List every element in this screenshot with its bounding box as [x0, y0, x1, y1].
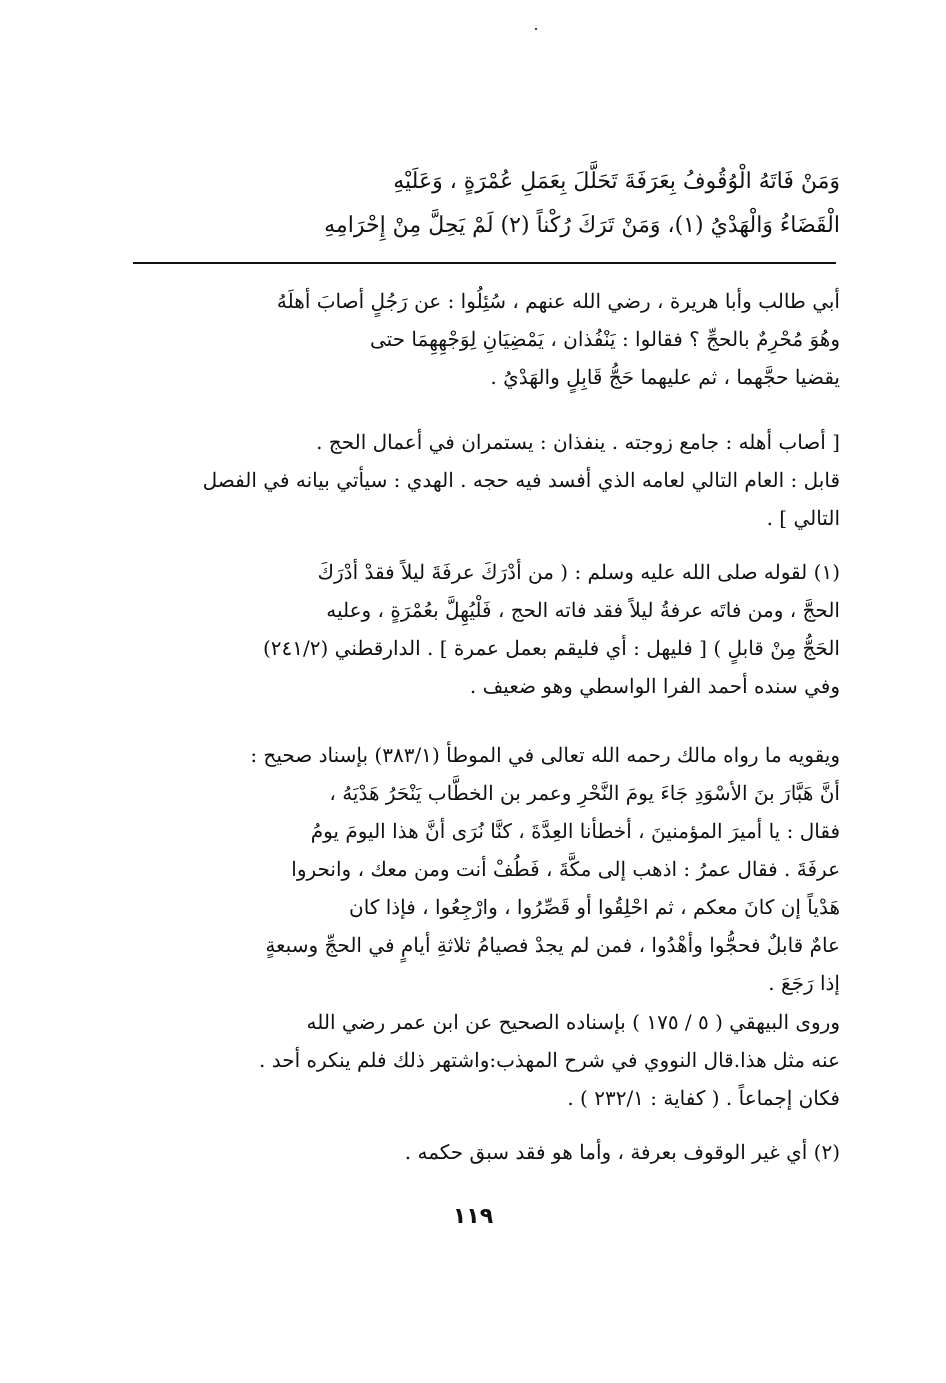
footnote-line: [ أصاب أهله : جامع زوجته . ينفذان : يستمران في أعمال الحج . [316, 430, 840, 454]
footnote-line: أنَّ هَبَّارَ بنَ الأسْوَدِ جَاءَ يومَ النَّحْرِ وعمر بن الخطَّاب يَنْحَرُ هَدْيَهُ ، [329, 781, 840, 805]
footnote-gloss [130, 423, 840, 537]
footnote-line: التالي ] . [766, 506, 840, 530]
footnote-line: هَدْياً إن كانَ معكم ، ثم احْلِقُوا أو قَصِّرُوا ، وارْجِعُوا ، فإذا كان [349, 895, 840, 919]
footnote-line: (١) لقوله صلى الله عليه وسلم : ( من أدْرَكَ عرفَةَ ليلاً فقدْ أدْرَكَ [317, 560, 840, 584]
footnote-line: يقضيا حجَّهما ، ثم عليهما حَجُّ قَابِلٍ والهَدْيُ . [490, 365, 840, 389]
footnote-line: وفي سنده أحمد الفرا الواسطي وهو ضعيف . [469, 674, 840, 698]
main-text-line: وَمَنْ فَاتَهُ الْوُقُوفُ بِعَرَفَةَ تَحَلَّلَ بِعَمَلِ عُمْرَةٍ ، وَعَلَيْهِ [393, 169, 840, 194]
footnote-1 [130, 553, 840, 705]
footnote-line: إذا رَجَعَ . [768, 971, 840, 995]
footnote-line: (٢) أي غير الوقوف بعرفة ، وأما هو فقد سبق حكمه . [404, 1140, 840, 1164]
footnote-line: الحَجُّ مِنْ قابلٍ ) [ فليهل : أي فليقم بعمل عمرة ] . الدارقطني (٢٤١/٢) [262, 636, 840, 660]
scan-speck [535, 28, 537, 30]
footnote-line: فقال : يا أميرَ المؤمنينَ ، أخطأنا العِدَّةَ ، كنَّا نُرَى أنَّ هذا اليومَ يومُ [310, 819, 840, 843]
main-text [130, 160, 840, 248]
footnote-line: وهُوَ مُحْرِمٌ بالحجِّ ؟ فقالوا : يَنْفُذان ، يَمْضِيَانِ لِوَجْهِهِمَا حتى [370, 327, 840, 351]
footnote-2 [130, 1133, 840, 1171]
footnote-line: الحجَّ ، ومن فاتَه عرفةُ ليلاً فقد فاته الحج ، فَلْيُهِلَّ بعُمْرَةٍ ، وعليه [326, 598, 840, 622]
footnote-separator [133, 262, 836, 264]
main-text-line: الْقَضَاءُ وَالْهَدْيُ (١)، وَمَنْ تَرَكَ رُكْناً (٢) لَمْ يَحِلَّ مِنْ إِحْرَامِهِ [324, 213, 840, 238]
footnote-line: فكان إجماعاً . ( كفاية : ٢٣٢/١ ) . [567, 1086, 840, 1110]
footnote-line: عنه مثل هذا.قال النووي في شرح المهذب:واشتهر ذلك فلم ينكره أحد . [259, 1048, 840, 1072]
footnote-line: وروى البيهقي ( ٥ / ١٧٥ ) بإسناده الصحيح عن ابن عمر رضي الله [306, 1010, 840, 1034]
footnote-continuation [130, 282, 840, 396]
footnote-line: عامٌ قابلٌ فحجُّوا وأهْدُوا ، فمن لم يجدْ فصيامُ ثلاثةِ أيامٍ في الحجِّ وسبعةٍ [265, 933, 840, 957]
footnote-line: عرفَةَ . فقال عمرُ : اذهب إلى مكَّةَ ، فَطُفْ أنت ومن معك ، وانحروا [291, 857, 840, 881]
footnote-1-bayhaqi [130, 1003, 840, 1117]
footnote-line: أبي طالب وأبا هريرة ، رضي الله عنهم ، سُئِلُوا : عن رَجُلٍ أصابَ أهلَهُ [276, 289, 840, 313]
footnote-1-support [130, 736, 840, 1002]
footnote-line: ويقويه ما رواه مالك رحمه الله تعالى في الموطأ (٣٨٣/١) بإسناد صحيح : [250, 743, 840, 767]
footnote-line: قابل : العام التالي لعامه الذي أفسد فيه حجه . الهدي : سيأتي بيانه في الفصل [202, 468, 840, 492]
page-number: ١١٩ [452, 1204, 494, 1229]
